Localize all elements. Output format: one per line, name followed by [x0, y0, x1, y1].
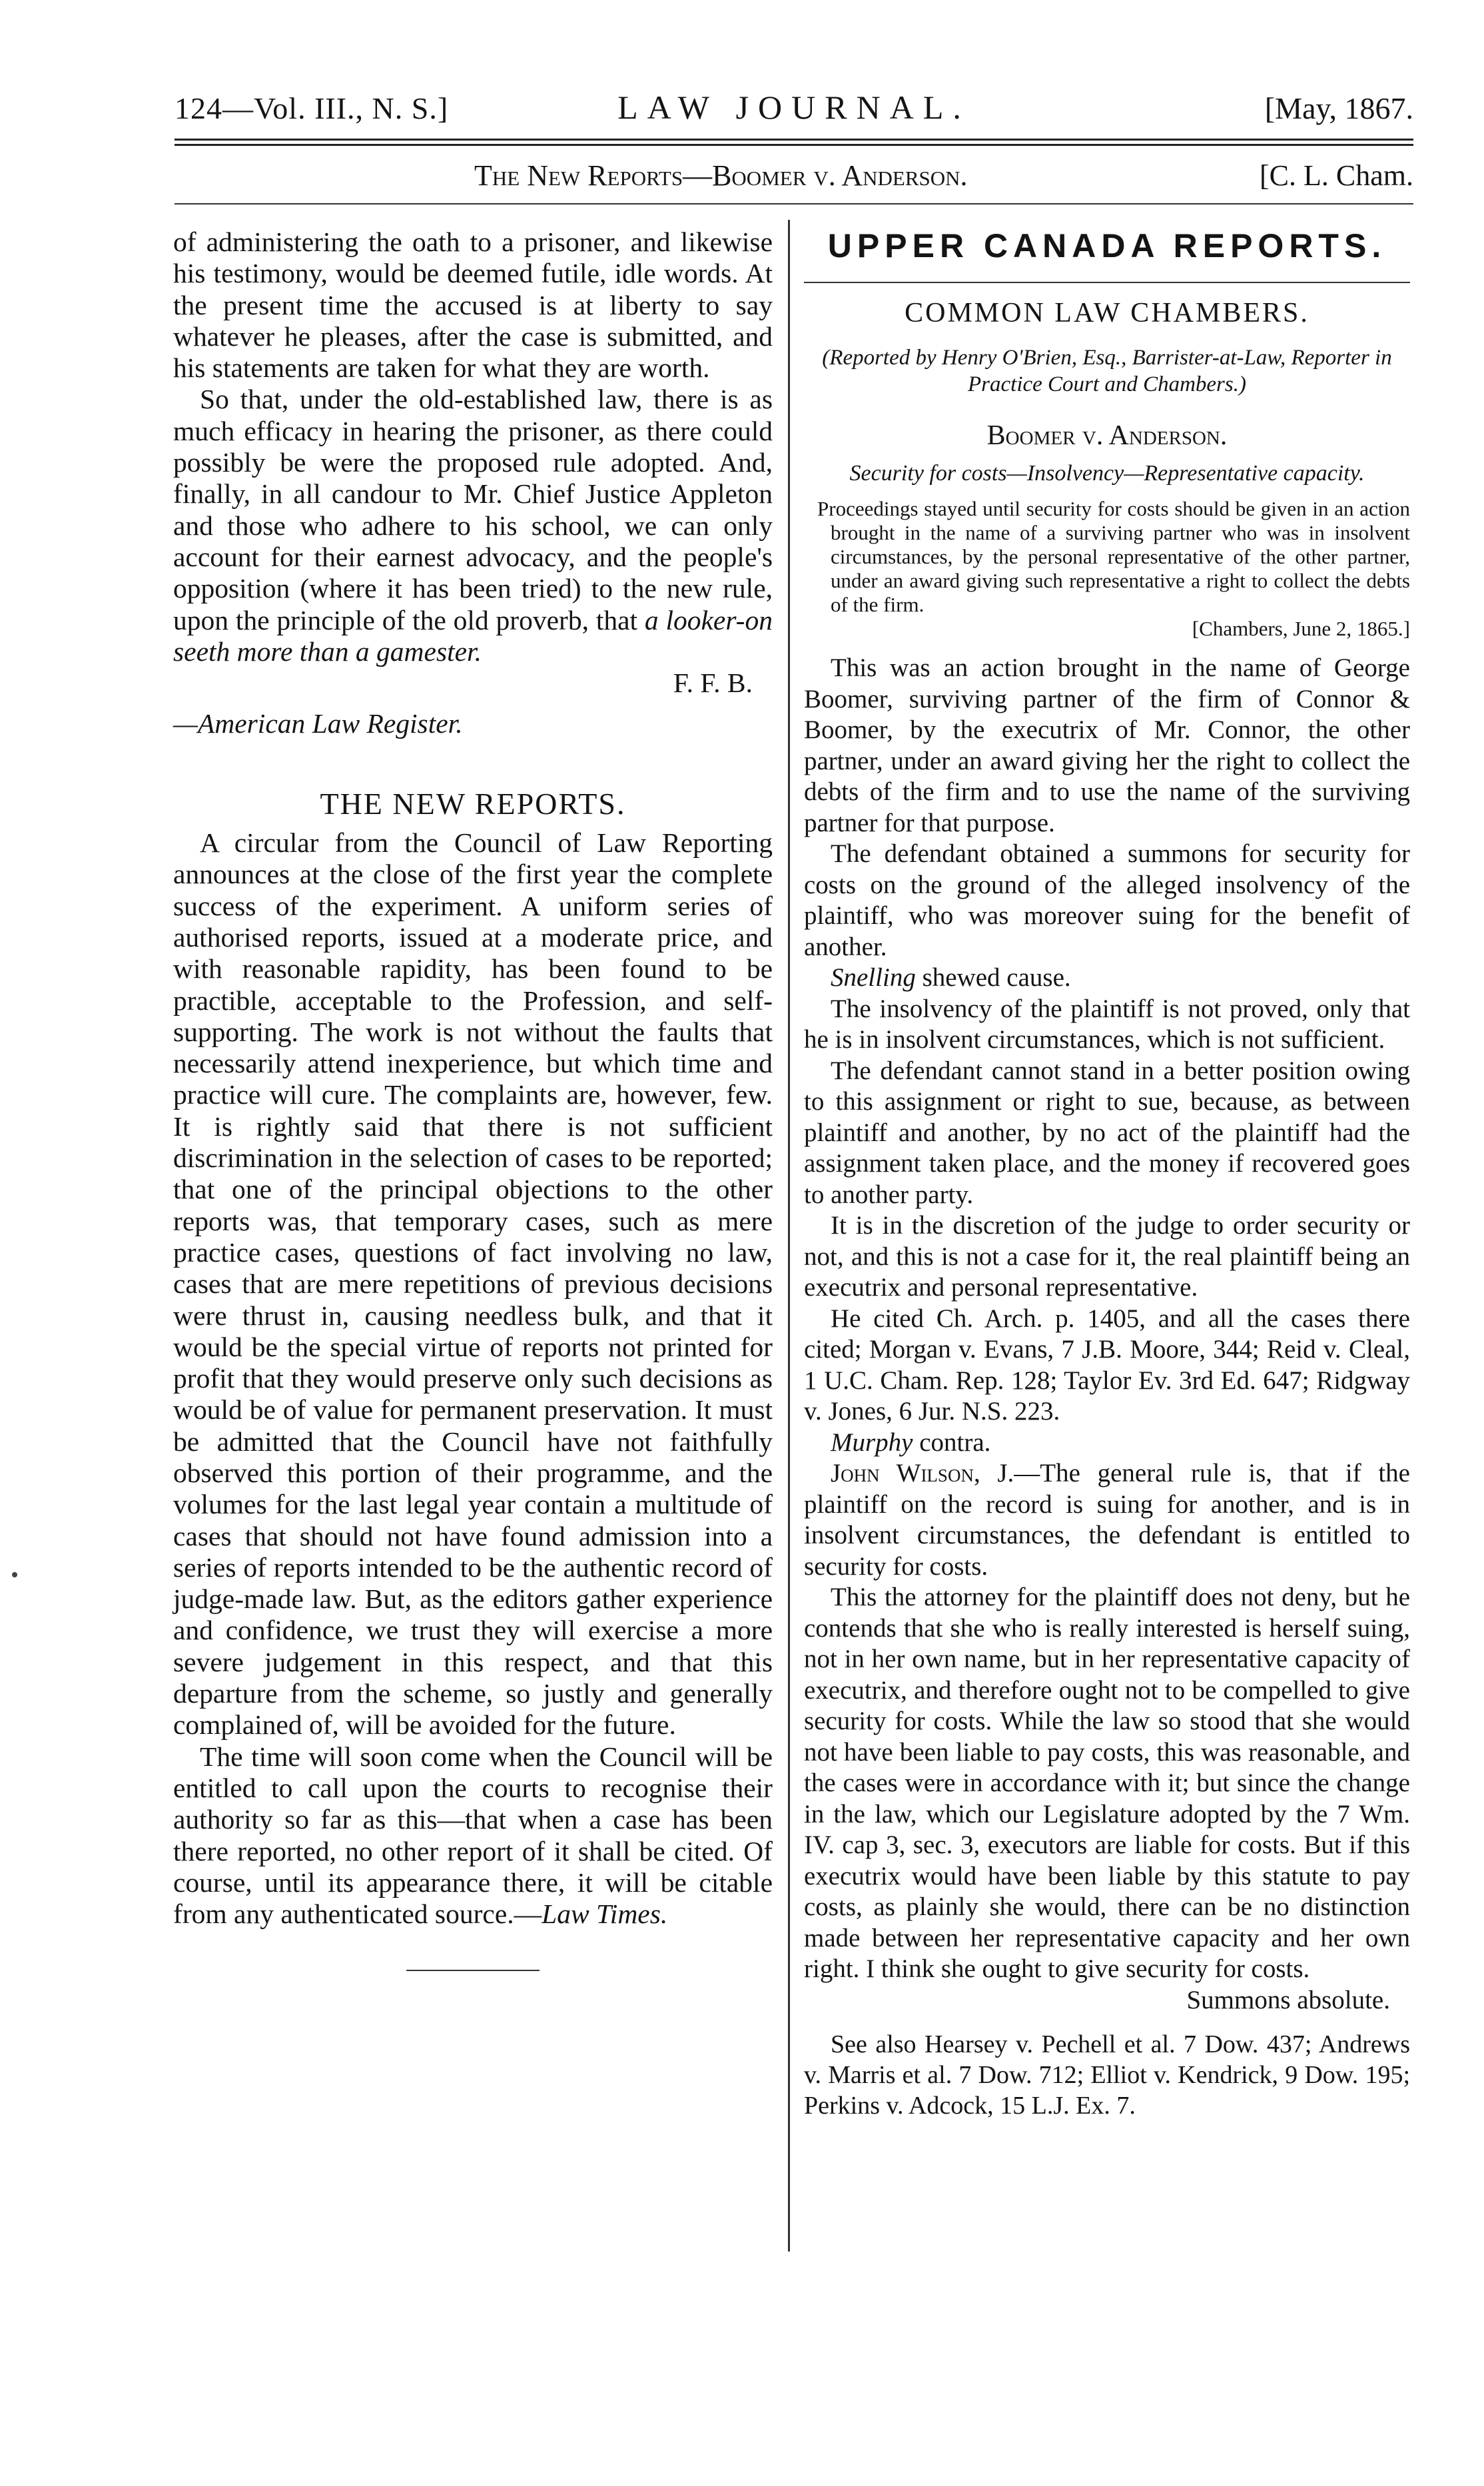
paragraph-text: The time will soon come when the Council will be entitled to call upon the courts to recognise their authority so far as this—that when a case has been there reported, no other report of it shall be cited. Of course, until its appearance there, it will be citable from any authenticated source.—: [173, 1741, 773, 1930]
paragraph: This was an action brought in the name of George Boomer, surviving partner of the firm of Connor & Boomer, by the executrix of Mr. Connor, the other partner, under an award giving her the right to collect the debts of the firm and to use the name of the surviving partner for that purpose.: [804, 653, 1410, 837]
paragraph: A circular from the Council of Law Reporting announces at the close of the first year the complete success of the experiment. A uniform series of authorised reports, issued at a moderate price, and with reasonable rapidity, has been found to be practible, acceptable to the Profession, and self-supporting. The work is not without the faults that necessarily attend inexperience, but which time and practice will cure. The complaints are, however, few. It is rightly said that there is not sufficient discrimination in the selection of cases to be reported; that one of the principal objections to the other reports was, that temporary cases, such as mere practice cases, questions of fact involving no law, cases that are mere repetitions of previous decisions were thrust in, causing needless bulk, and that it would be the special virtue of reports not printed for profit that they would preserve only such decisions as would be of value for permanent preservation. It must be admitted that the Council have not faithfully observed this portion of their programme, and the volumes for the last legal year contain a multitude of cases that should not have found admission into a series of reports intended to be the authentic record of judge-made law. But, as the editors gather experience and confidence, we trust they will exercise a more severe judgement in this respect, and that this departure from the scheme, so justly and generally complained of, will be avoided for the future.: [173, 827, 773, 1741]
section-title-new-reports: THE NEW REPORTS.: [320, 786, 626, 821]
section-end-rule: [406, 1970, 540, 1971]
paragraph-text: —The general rule is, that if the plaintiff on the record is suing for another, and is in insolvent circumstances, the defendant is entitled to security for costs.: [804, 1459, 1410, 1581]
running-head-rule: [175, 203, 1413, 205]
left-column: [173, 226, 773, 1971]
running-head-court: [C. L. Cham.: [1260, 159, 1413, 192]
right-column: [804, 226, 1410, 2121]
author-signature: F. F. B.: [673, 667, 753, 699]
column-divider: [788, 220, 790, 2252]
paragraph: The insolvency of the plaintiff is not proved, only that he is in insolvent circumstances, which is not sufficient.: [804, 994, 1410, 1054]
paragraph: This the attorney for the plaintiff does not deny, but he contends that she who is really interested is herself suing, not in her own name, but in her representative capacity of executrix, and therefore ought not to be compelled to give security for costs. While the law so stood that she would not have been liable to pay costs, this was reasonable, and the cases were in accordance with it; but since the change in the law, which our Legislature adopted by the 7 Wm. IV. cap 3, sec. 3, executors are liable for costs. But if this executrix would have been liable by this statute to pay costs, as plainly she would, there can be no distinction made between her representative capacity and her own right. I think she ought to give security for costs.: [804, 1583, 1410, 1983]
paragraph: [173, 1741, 773, 1930]
counsel-name: Murphy: [831, 1428, 913, 1457]
paragraph: [173, 384, 773, 667]
header-double-rule-top: [175, 139, 1413, 141]
case-headnote: [804, 497, 1410, 641]
reporter-credit: (Reported by Henry O'Brien, Esq., Barrister-at-Law, Reporter in Practice Court and Chambers.): [822, 346, 1392, 396]
judge-name: John Wilson, J.: [831, 1459, 1014, 1487]
journal-title: LAW JOURNAL.: [617, 89, 970, 126]
section-rule: [804, 282, 1410, 283]
issue-date: [May, 1867.: [1264, 91, 1413, 125]
paragraph-citations: He cited Ch. Arch. p. 1405, and all the cases there cited; Morgan v. Evans, 7 J.B. Moore, 344; Reid v. Cleal, 1 U.C. Cham. Rep. 128; Taylor Ev. 3rd Ed. 647; Ridgway v. Jones, 6 Jur. N.S. 223.: [804, 1304, 1410, 1426]
running-head: [175, 159, 1413, 199]
paragraph: [804, 1428, 1410, 1459]
margin-mark: [12, 1572, 17, 1577]
paragraph: The defendant cannot stand in a better position owing to this assignment or right to sue, because, as between plaintiff and another, by no act of the plaintiff had the assignment taken place, and the money if recovered goes to another party.: [804, 1056, 1410, 1209]
case-title: Boomer v. Anderson.: [986, 420, 1228, 451]
proverb-text: a looker-on seeth more than a gamester.: [173, 604, 773, 667]
court-heading: COMMON LAW CHAMBERS.: [905, 297, 1309, 328]
headnote-date: [Chambers, June 2, 1865.]: [1192, 617, 1410, 640]
paragraph: The defendant obtained a summons for security for costs on the ground of the alleged insolvency of the plaintiff, who was moreover suing for the benefit of another.: [804, 839, 1410, 961]
paragraph: [804, 963, 1410, 994]
section-title-upper-canada: UPPER CANADA REPORTS.: [827, 227, 1387, 264]
paragraph-judgment: [804, 1458, 1410, 1582]
paragraph: It is in the discretion of the judge to order security or not, and this is not a case for it, the real plaintiff being an executrix and personal representative.: [804, 1211, 1410, 1302]
counsel-name: Snelling: [831, 963, 916, 992]
ruling: Summons absolute.: [1186, 1985, 1390, 2014]
continuation-paragraph: of administering the oath to a prisoner, and likewise his testimony, would be deemed futile, idle words. At the present time the accused is at liberty to say whatever he pleases, after the case is submitted, and his statements are taken for what they are worth.: [173, 226, 773, 384]
paragraph-text: So that, under the old-established law, there is as much efficacy in hearing the prisoner, as there could possibly be were the proposed rule adopted. And, finally, in all candour to Mr. Chief Justice Appleton and those who adhere to his school, we can only account for their earnest advocacy, and the people's opposition (where it has been tried) to the new rule, upon the principle of the old proverb, that: [173, 384, 773, 635]
paragraph-source: Law Times.: [542, 1898, 668, 1930]
case-subject: Security for costs—Insolvency—Representative capacity.: [849, 460, 1365, 486]
see-also-citations: See also Hearsey v. Pechell et al. 7 Dow. 437; Andrews v. Marris et al. 7 Dow. 712; Elliot v. Kendrick, 9 Dow. 195; Perkins v. Adcock, 15 L.J. Ex. 7.: [804, 2030, 1410, 2120]
headnote-text: Proceedings stayed until security for costs should be given in an action brought in the name of a surviving partner who was in insolvent circumstances, by the personal representative of the other partner, under an award giving such representative a right to collect the debts of the firm.: [817, 497, 1410, 616]
header-double-rule-bottom: [175, 144, 1413, 146]
running-head-title: The New Reports—Boomer v. Anderson.: [474, 159, 968, 192]
paragraph-text: shewed cause.: [915, 963, 1071, 992]
page-reference: 124—Vol. III., N. S.]: [175, 91, 449, 125]
article-source: —American Law Register.: [173, 708, 463, 739]
page-header: [175, 79, 1413, 132]
paragraph-text: contra.: [913, 1428, 991, 1457]
